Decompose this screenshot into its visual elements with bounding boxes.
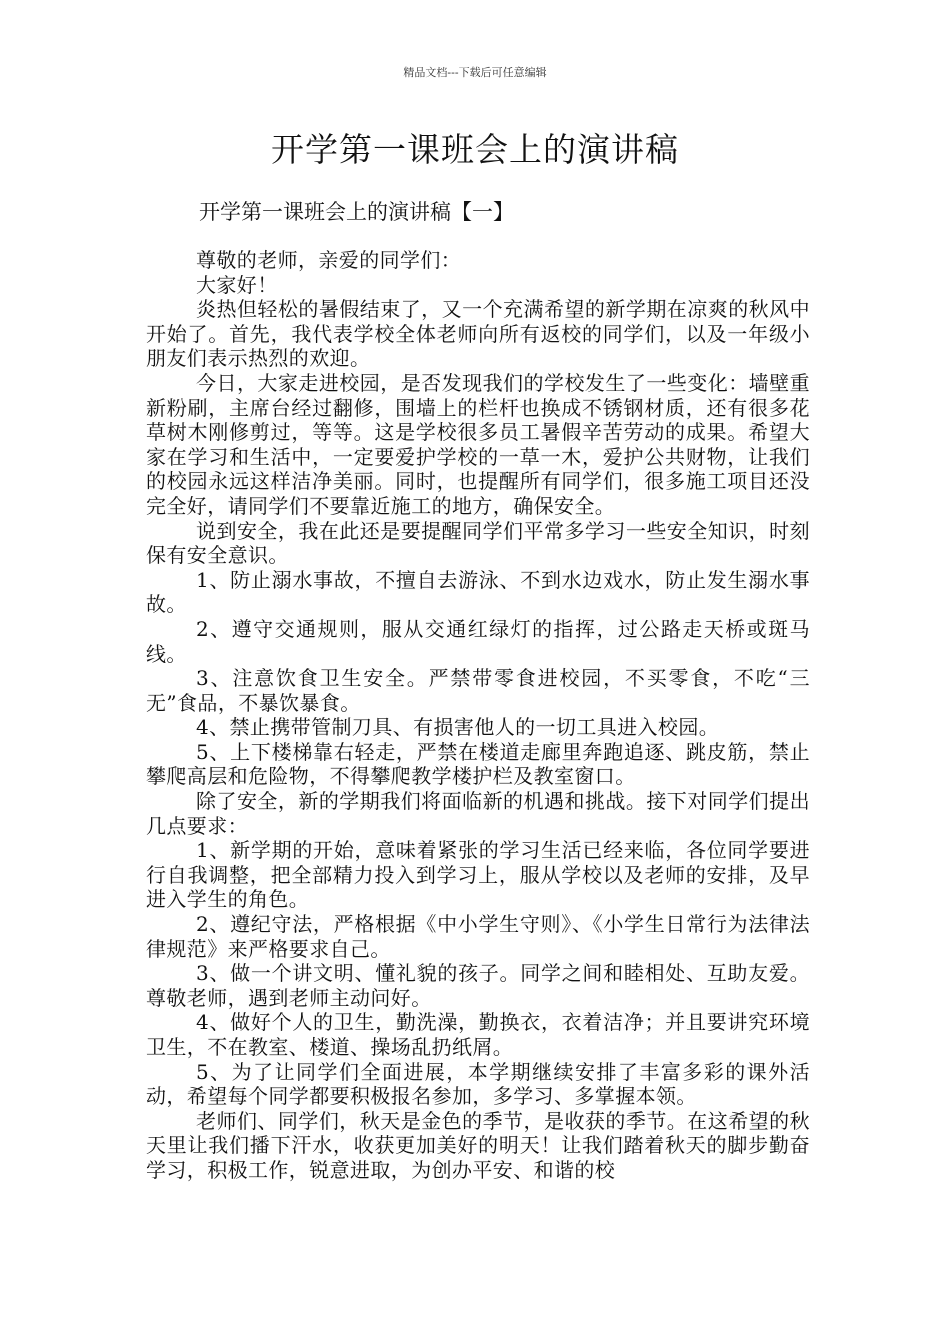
- paragraph: 1、防止溺水事故，不擅自去游泳、不到水边戏水，防止发生溺水事故。: [146, 567, 810, 617]
- header-note: 精品文档---下载后可任意编辑: [403, 66, 547, 79]
- paragraph: 4、做好个人的卫生，勤洗澡，勤换衣，衣着洁净；并且要讲究环境卫生，不在教室、楼道、操场乱扔纸屑。: [146, 1010, 810, 1059]
- paragraph: 5、上下楼梯靠右轻走，严禁在楼道走廊里奔跑追逐、跳皮筋，禁止攀爬高层和危险物，不得攀爬教学楼护栏及教室窗口。: [146, 739, 810, 789]
- paragraph: 3、做一个讲文明、懂礼貌的孩子。同学之间和睦相处、互助友爱。尊敬老师，遇到老师主动问好。: [146, 961, 810, 1010]
- paragraph: 3、注意饮食卫生安全。严禁带零食进校园，不买零食，不吃“三无”食品，不暴饮暴食。: [146, 666, 810, 715]
- speech-body: [146, 248, 810, 1183]
- document-title: 开学第一课班会上的演讲稿: [271, 130, 679, 169]
- paragraph: 老师们、同学们，秋天是金色的季节，是收获的季节。在这希望的秋天里让我们播下汗水，收获更加美好的明天！让我们踏着秋天的脚步勤奋学习，积极工作，锐意进取，为创办平安、和谐的校: [146, 1108, 810, 1182]
- paragraph: 2、遵纪守法，严格根据《中小学生守则》、《小学生日常行为法律法律规范》来严格要求自己。: [146, 912, 810, 961]
- paragraph: 今日，大家走进校园，是否发现我们的学校发生了一些变化：墙壁重新粉刷，主席台经过翻修，围墙上的栏杆也换成不锈钢材质，还有很多花草树木刚修剪过，等等。这是学校很多员工暑假辛苦劳动的成果。希望大家在学习和生活中，一定要爱护学校的一草一木，爱护公共财物，让我们的校园永远这样洁净美丽。同时，也提醒所有同学们，很多施工项目还没完全好，请同学们不要靠近施工的地方，确保安全。: [146, 370, 810, 518]
- paragraph: 2、遵守交通规则，服从交通红绿灯的指挥，过公路走天桥或斑马线。: [146, 616, 810, 666]
- paragraph: 4、禁止携带管制刀具、有损害他人的一切工具进入校园。: [196, 715, 720, 740]
- section-subtitle: 开学第一课班会上的演讲稿【一】: [199, 200, 514, 224]
- paragraph: 1、新学期的开始，意味着紧张的学习生活已经来临，各位同学要进行自我调整，把全部精力投入到学习上，服从学校以及老师的安排，及早进入学生的角色。: [146, 838, 810, 912]
- paragraph: 除了安全，新的学期我们将面临新的机遇和挑战。接下对同学们提出几点要求：: [146, 789, 810, 838]
- paragraph: 5、为了让同学们全面进展，本学期继续安排了丰富多彩的课外活动，希望每个同学都要积极报名参加，多学习、多掌握本领。: [146, 1059, 810, 1109]
- paragraph: 说到安全，我在此还是要提醒同学们平常多学习一些安全知识，时刻保有安全意识。: [146, 518, 810, 568]
- paragraph: 大家好！: [196, 272, 278, 297]
- paragraph: 尊敬的老师，亲爱的同学们：: [196, 248, 462, 272]
- paragraph: 炎热但轻松的暑假结束了，又一个充满希望的新学期在凉爽的秋风中开始了。首先，我代表学校全体老师向所有返校的同学们，以及一年级小朋友们表示热烈的欢迎。: [146, 297, 810, 371]
